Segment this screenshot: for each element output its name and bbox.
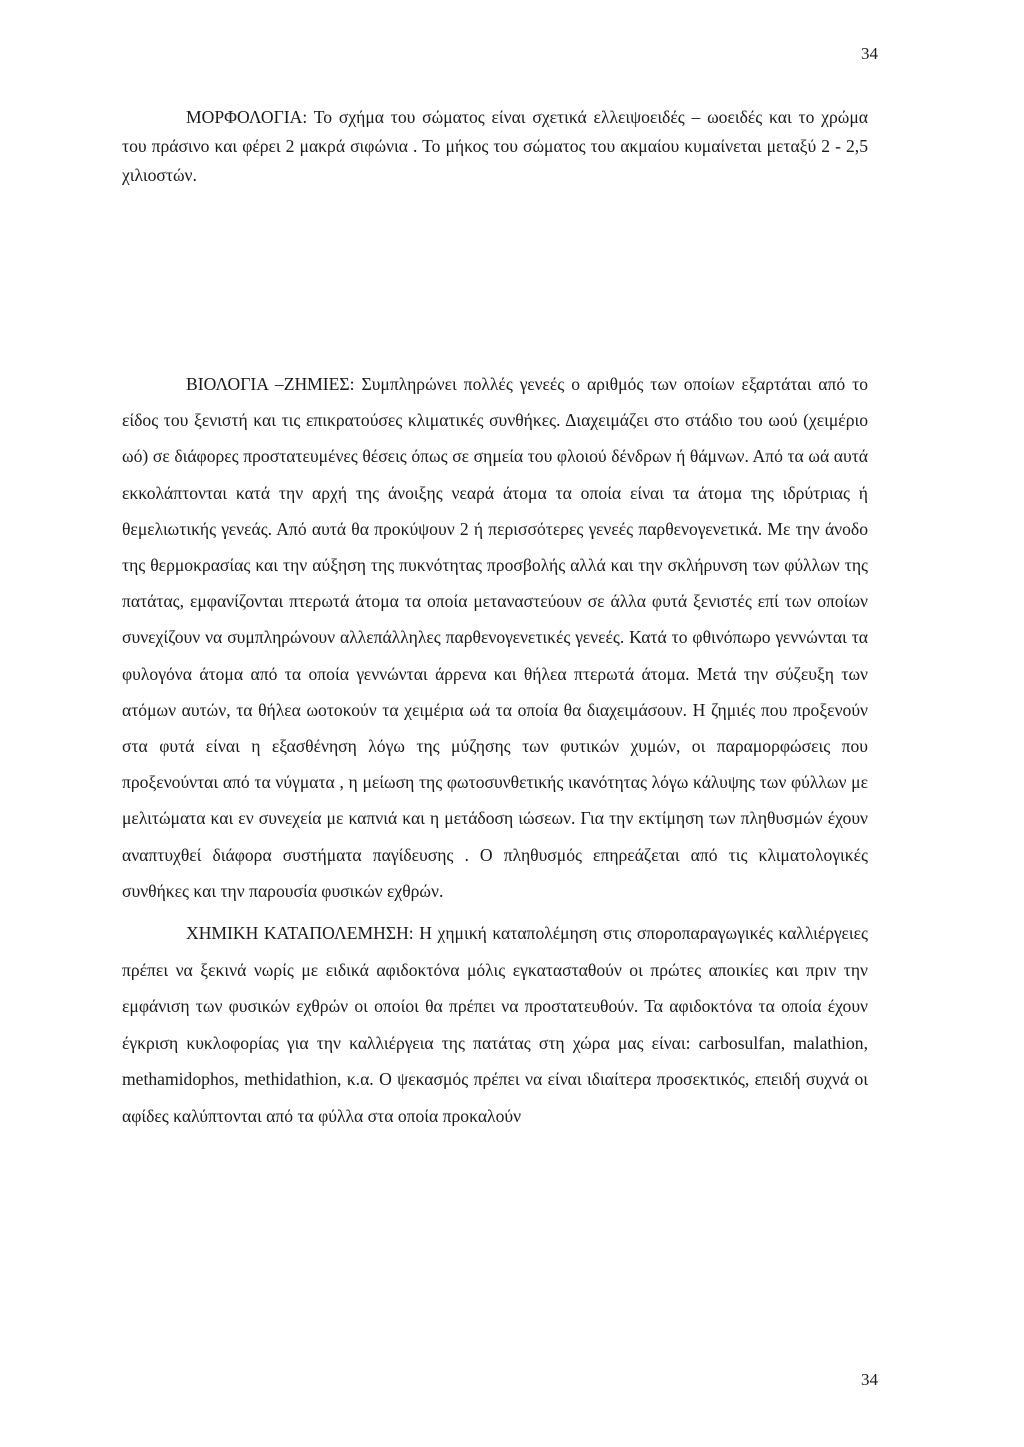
chemical-control-paragraph: ΧΗΜΙΚΗ ΚΑΤΑΠΟΛΕΜΗΣΗ: Η χημική καταπολέμηση στις σποροπαραγωγικές καλλιέργειες πρέπει να ξεκινά νωρίς με ειδικά αφιδοκτόνα μόλις εγκατασταθούν οι πρώτες αποικίες και πριν την εμφάνιση των φυσικών εχθρών οι οποίοι θα πρέπει να προστατευθούν. Τα αφιδοκτόνα τα οποία έχουν έγκριση κυκλοφορίας για την καλλιέργεια της πατάτας στη χώρα μας είναι: carbosulfan, malathion, methamidophos, methidathion, κ.α. Ο ψεκασμός πρέπει να είναι ιδιαίτερα προσεκτικός, επειδή συχνά οι αφίδες καλύπτονται από τα φύλλα στα οποία προκαλούν — [122, 923, 868, 1126]
biology-damage-paragraph: ΒΙΟΛΟΓΙΑ –ΖΗΜΙΕΣ: Συμπληρώνει πολλές γενεές ο αριθμός των οποίων εξαρτάται από το είδος του ξενιστή και τις επικρατούσες κλιματικές συνθήκες. Διαχειμάζει στο στάδιο του ωού (χειμέριο ωό) σε διάφορες προστατευμένες θέσεις όπως σε σημεία του φλοιού δένδρων ή θάμνων. Από τα ωά αυτά εκκολάπτονται κατά την αρχή της άνοιξης νεαρά άτομα τα οποία είναι τα άτομα της ιδρύτριας ή θεμελιωτικής γενεάς. Από αυτά θα προκύψουν 2 ή περισσότερες γενεές παρθενογενετικά. Με την άνοδο της θερμοκρασίας και την αύξηση της πυκνότητας προσβολής αλλά και την σκλήρυνση των φύλλων της πατάτας, εμφανίζονται πτερωτά άτομα τα οποία μεταναστεύουν σε άλλα φυτά ξενιστές επί των οποίων συνεχίζουν να συμπληρώνουν αλλεπάλληλες παρθενογενετικές γενεές. Κατά το φθινόπωρο γεννώνται τα φυλογόνα άτομα από τα οποία γεννώνται άρρενα και θήλεα πτερωτά άτομα. Μετά την σύζευξη των ατόμων αυτών, τα θήλεα ωοτοκούν τα χειμέρια ωά τα οποία θα διαχειμάσουν. Η ζημιές που προξενούν στα φυτά είναι η εξασθένηση λόγω της μύζησης των φυτικών χυμών, οι παραμορφώσεις που προξενούνται από τα νύγματα , η μείωση της φωτοσυνθετικής ικανότητας λόγω κάλυψης των φύλλων με μελιτώματα και εν συνεχεία με καπνιά και η μετάδοση ιώσεων. Για την εκτίμηση των πληθυσμών έχουν αναπτυχθεί διάφορα συστήματα παγίδευσης . Ο πληθυσμός επηρεάζεται από τις κλιματολογικές συνθήκες και την παρουσία φυσικών εχθρών. — [122, 374, 868, 901]
morphology-paragraph: ΜΟΡΦΟΛΟΓΙΑ: Το σχήμα του σώματος είναι σχετικά ελλειψοειδές – ωοειδές και το χρώμα του πράσινο και φέρει 2 μακρά σιφώνια . Το μήκος του σώματος του ακμαίου κυμαίνεται μεταξύ 2 - 2,5 χιλιοστών. — [122, 107, 868, 185]
page-number-top: 34 — [861, 44, 878, 63]
page-number-bottom: 34 — [861, 1370, 878, 1389]
